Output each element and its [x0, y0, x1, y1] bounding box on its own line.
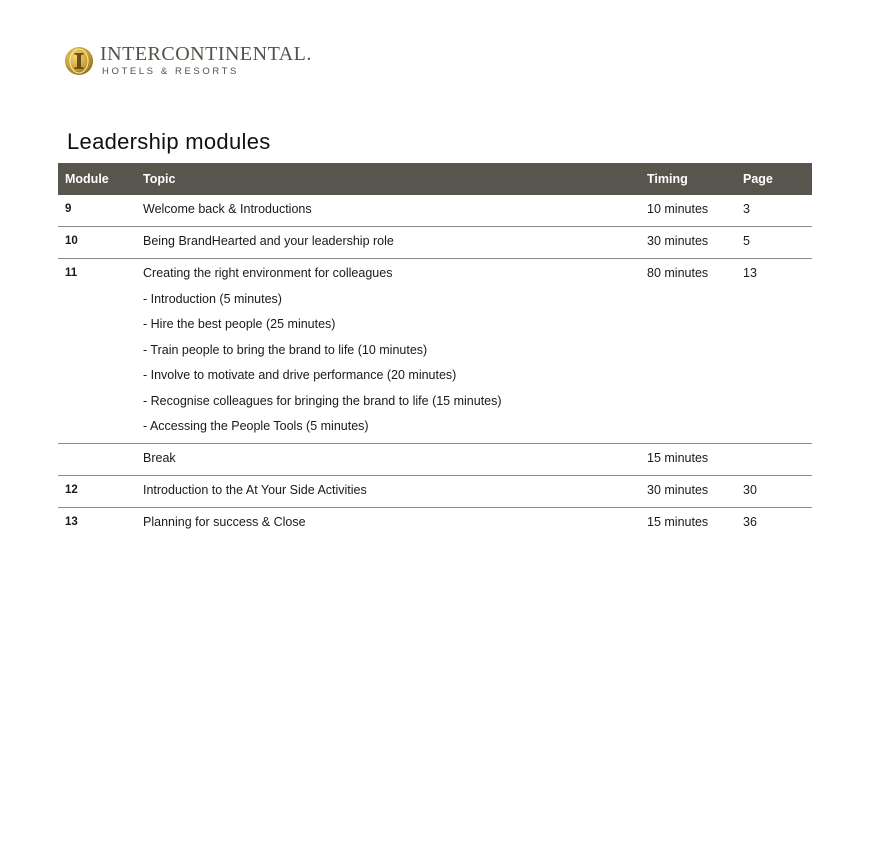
- cell-timing: 30 minutes: [647, 483, 709, 497]
- sub-item: - Train people to bring the brand to life (10 minutes): [143, 342, 428, 357]
- table-row: [58, 227, 812, 259]
- intercontinental-emblem-icon: [64, 46, 94, 76]
- table-row: [58, 444, 812, 476]
- cell-page: [736, 444, 812, 476]
- brand-name: INTERCONTINENTAL.: [100, 43, 312, 65]
- header-module: Module: [65, 172, 109, 186]
- cell-topic: Planning for success & Close: [143, 515, 306, 529]
- leadership-modules-table: [58, 163, 812, 539]
- cell-page: 30: [743, 483, 757, 497]
- cell-topic: Welcome back & Introductions: [143, 202, 312, 216]
- header-page: Page: [743, 172, 773, 186]
- page-title: Leadership modules: [67, 129, 271, 154]
- cell-timing: 30 minutes: [647, 234, 709, 248]
- cell-timing: 10 minutes: [647, 202, 709, 216]
- cell-page: 36: [743, 515, 757, 529]
- cell-module: 10: [65, 235, 78, 247]
- cell-module: 12: [65, 484, 78, 496]
- sub-item: - Accessing the People Tools (5 minutes): [143, 419, 369, 433]
- table-header-row: [58, 163, 812, 195]
- table-row: [58, 476, 812, 508]
- cell-timing: 15 minutes: [647, 451, 709, 465]
- sub-item: - Hire the best people (25 minutes): [143, 317, 336, 331]
- table-row: [58, 259, 812, 444]
- cell-page: 13: [743, 266, 757, 280]
- topic-heading: Creating the right environment for colleagues: [143, 266, 393, 280]
- cell-topic: Being BrandHearted and your leadership role: [143, 234, 394, 248]
- cell-page: 3: [743, 202, 750, 216]
- cell-module: 9: [65, 203, 72, 215]
- brand-logo: [64, 44, 312, 77]
- cell-topic: Break: [143, 451, 176, 465]
- cell-module: [58, 444, 136, 476]
- header-timing: Timing: [647, 172, 688, 186]
- sub-item: - Involve to motivate and drive performance (20 minutes): [143, 368, 457, 382]
- table-row: [58, 508, 812, 540]
- cell-module: 11: [65, 267, 78, 279]
- cell-page: 5: [743, 234, 750, 248]
- cell-topic: Introduction to the At Your Side Activities: [143, 483, 367, 497]
- header-topic: Topic: [143, 172, 176, 186]
- sub-item: - Introduction (5 minutes): [143, 291, 282, 306]
- sub-item: - Recognise colleagues for bringing the brand to life (15 minutes): [143, 393, 502, 408]
- cell-module: 13: [65, 516, 78, 528]
- cell-timing: 80 minutes: [647, 266, 709, 280]
- brand-tagline: HOTELS & RESORTS: [102, 66, 239, 77]
- cell-timing: 15 minutes: [647, 515, 709, 529]
- cell-topic: [136, 259, 640, 444]
- table-row: [58, 195, 812, 227]
